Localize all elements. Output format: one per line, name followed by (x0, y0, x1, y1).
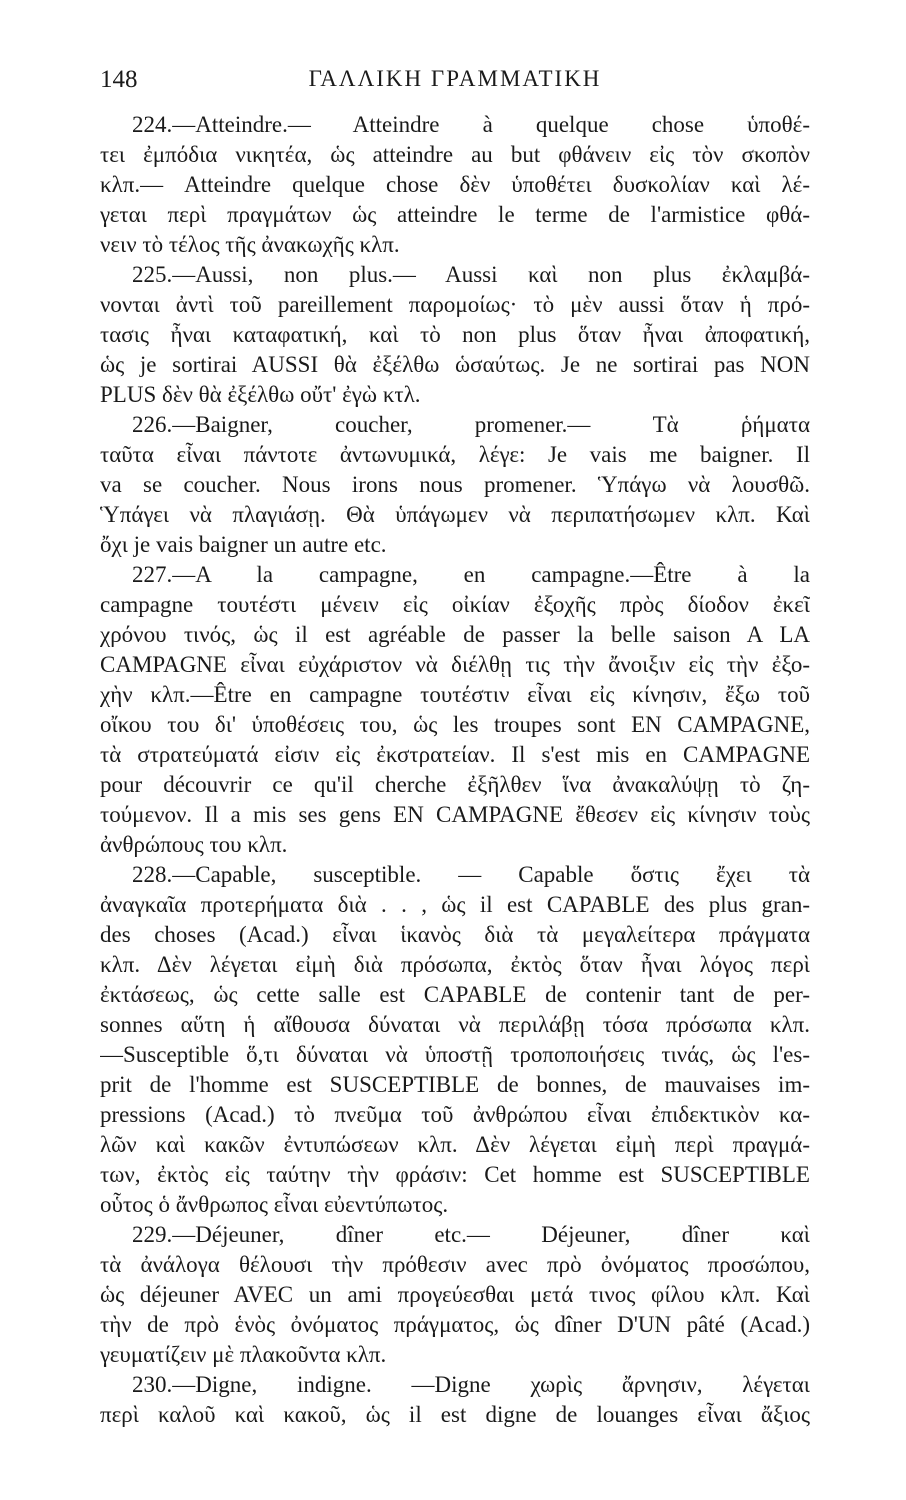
text-line: 230.—Digne, indigne. —Digne χωρὶς ἄρνησιν, λέγεται (132, 1372, 810, 1397)
text-line: 227.—A la campagne, en campagne.—Être à la (132, 562, 810, 587)
text-line: pressions (Acad.) τὸ πνεῦμα τοῦ ἀνθρώπου εἶναι ἐπιδεκτικὸν κα- (100, 1102, 810, 1127)
text-line: ἀνθρώπους του κλπ. (100, 832, 288, 857)
page-number: 148 (100, 66, 138, 93)
text-line: des choses (Acad.) εἶναι ἱκανὸς διὰ τὰ μεγαλείτερα πράγματα (100, 922, 810, 947)
text-line: campagne τουτέστι μένειν εἰς οἰκίαν ἐξοχῆς πρὸς δίοδον ἐκεῖ (100, 592, 810, 617)
text-line: χρόνου τινός, ὡς il est agréable de passer la belle saison A LA (100, 622, 810, 647)
text-line: τασις ἦναι καταφατική, καὶ τὸ non plus ὅταν ἦναι ἀποφατική, (100, 322, 810, 347)
text-line: 229.—Déjeuner, dîner etc.— Déjeuner, dîner καὶ (132, 1222, 810, 1247)
text-line: 226.—Baigner, coucher, promener.— Τὰ ῥήματα (132, 412, 810, 437)
running-title: ΓΑΛΛΙΚΗ ΓΡΑΜΜΑΤΙΚΗ (308, 66, 602, 91)
text-line: ὡς je sortirai AUSSI θὰ ἐξέλθω ὡσαύτως. Je ne sortirai pas NON (100, 352, 810, 377)
text-line: λῶν καὶ κακῶν ἐντυπώσεων κλπ. Δὲν λέγεται εἰμὴ περὶ πραγμά- (100, 1132, 810, 1157)
text-line: νειν τὸ τέλος τῆς ἀνακωχῆς κλπ. (100, 232, 400, 257)
text-line: Ὑπάγει νὰ πλαγιάσῃ. Θὰ ὑπάγωμεν νὰ περιπατήσωμεν κλπ. Καὶ (100, 502, 810, 527)
text-line: va se coucher. Nous irons nous promener. Ὑπάγω νὰ λουσθῶ. (100, 472, 810, 497)
text-line: γευματίζειν μὲ πλακοῦντα κλπ. (100, 1342, 387, 1367)
text-line: ἀναγκαῖα προτερήματα διὰ . . , ὡς il est CAPABLE des plus gran- (100, 892, 810, 917)
text-line: ταῦτα εἶναι πάντοτε ἀντωνυμικά, λέγε: Je vais me baigner. Il (100, 442, 810, 467)
text-line: —Susceptible ὅ,τι δύναται νὰ ὑποστῇ τροποποιήσεις τινάς, ὡς l'es- (100, 1042, 810, 1067)
text-line: κλπ. Δὲν λέγεται εἰμὴ διὰ πρόσωπα, ἐκτὸς ὅταν ἦναι λόγος περὶ (100, 952, 810, 977)
text-line: τὴν de πρὸ ἑνὸς ὀνόματος πράγματος, ὡς dîner D'UN pâté (Acad.) (100, 1312, 810, 1337)
text-line: PLUS δὲν θὰ ἐξέλθω οὔτ' ἐγὼ κτλ. (100, 382, 421, 407)
text-line: τει ἐμπόδια νικητέα, ὡς atteindre au but φθάνειν εἰς τὸν σκοπὸν (100, 142, 810, 167)
text-line: CAMPAGNE εἶναι εὐχάριστον νὰ διέλθῃ τις τὴν ἄνοιξιν εἰς τὴν ἐξο- (100, 652, 810, 677)
text-line: τούμενον. Il a mis ses gens EN CAMPAGNE ἔθεσεν εἰς κίνησιν τοὺς (100, 802, 810, 827)
text-line: νονται ἀντὶ τοῦ pareillement παρομοίως· τὸ μὲν aussi ὅταν ἡ πρό- (100, 292, 810, 317)
text-line: ὄχι je vais baigner un autre etc. (100, 532, 387, 557)
page-header (100, 66, 810, 106)
text-line: γεται περὶ πραγμάτων ὡς atteindre le terme de l'armistice φθά- (100, 202, 810, 227)
text-line: οἴκου του δι' ὑποθέσεις του, ὡς les troupes sont EN CAMPAGNE, (100, 712, 810, 737)
body-text (100, 110, 810, 1430)
text-line: pour découvrir ce qu'il cherche ἐξῆλθεν ἵνα ἀνακαλύψῃ τὸ ζη- (100, 772, 810, 797)
text-line: prit de l'homme est SUSCEPTIBLE de bonnes, de mauvaises im- (100, 1072, 810, 1097)
text-line: 228.—Capable, susceptible. — Capable ὅστις ἔχει τὰ (132, 862, 810, 887)
text-line: sonnes αὕτη ἡ αἴθουσα δύναται νὰ περιλάβῃ τόσα πρόσωπα κλπ. (100, 1012, 810, 1037)
text-line: ἐκτάσεως, ὡς cette salle est CAPABLE de contenir tant de per- (100, 982, 810, 1007)
text-line: περὶ καλοῦ καὶ κακοῦ, ὡς il est digne de louanges εἶναι ἄξιος (100, 1402, 810, 1427)
text-line: ὡς déjeuner AVEC un ami προγεύεσθαι μετά τινος φίλου κλπ. Καὶ (100, 1282, 810, 1307)
text-line: των, ἐκτὸς εἰς ταύτην τὴν φράσιν: Cet homme est SUSCEPTIBLE (100, 1162, 810, 1187)
text-line: οὗτος ὁ ἄνθρωπος εἶναι εὐεντύπωτος. (100, 1192, 449, 1217)
text-line: κλπ.— Atteindre quelque chose δὲν ὑποθέτει δυσκολίαν καὶ λέ- (100, 172, 810, 197)
text-line: τὰ στρατεύματά εἰσιν εἰς ἐκστρατείαν. Il s'est mis en CAMPAGNE (100, 742, 810, 767)
text-line: τὰ ἀνάλογα θέλουσι τὴν πρόθεσιν avec πρὸ ὀνόματος προσώπου, (100, 1252, 810, 1277)
text-line: 225.—Aussi, non plus.— Aussi καὶ non plus ἐκλαμβά- (132, 262, 810, 287)
text-line: χὴν κλπ.—Être en campagne τουτέστιν εἶναι εἰς κίνησιν, ἔξω τοῦ (100, 682, 810, 707)
text-line: 224.—Atteindre.— Atteindre à quelque chose ὑποθέ- (132, 112, 810, 137)
